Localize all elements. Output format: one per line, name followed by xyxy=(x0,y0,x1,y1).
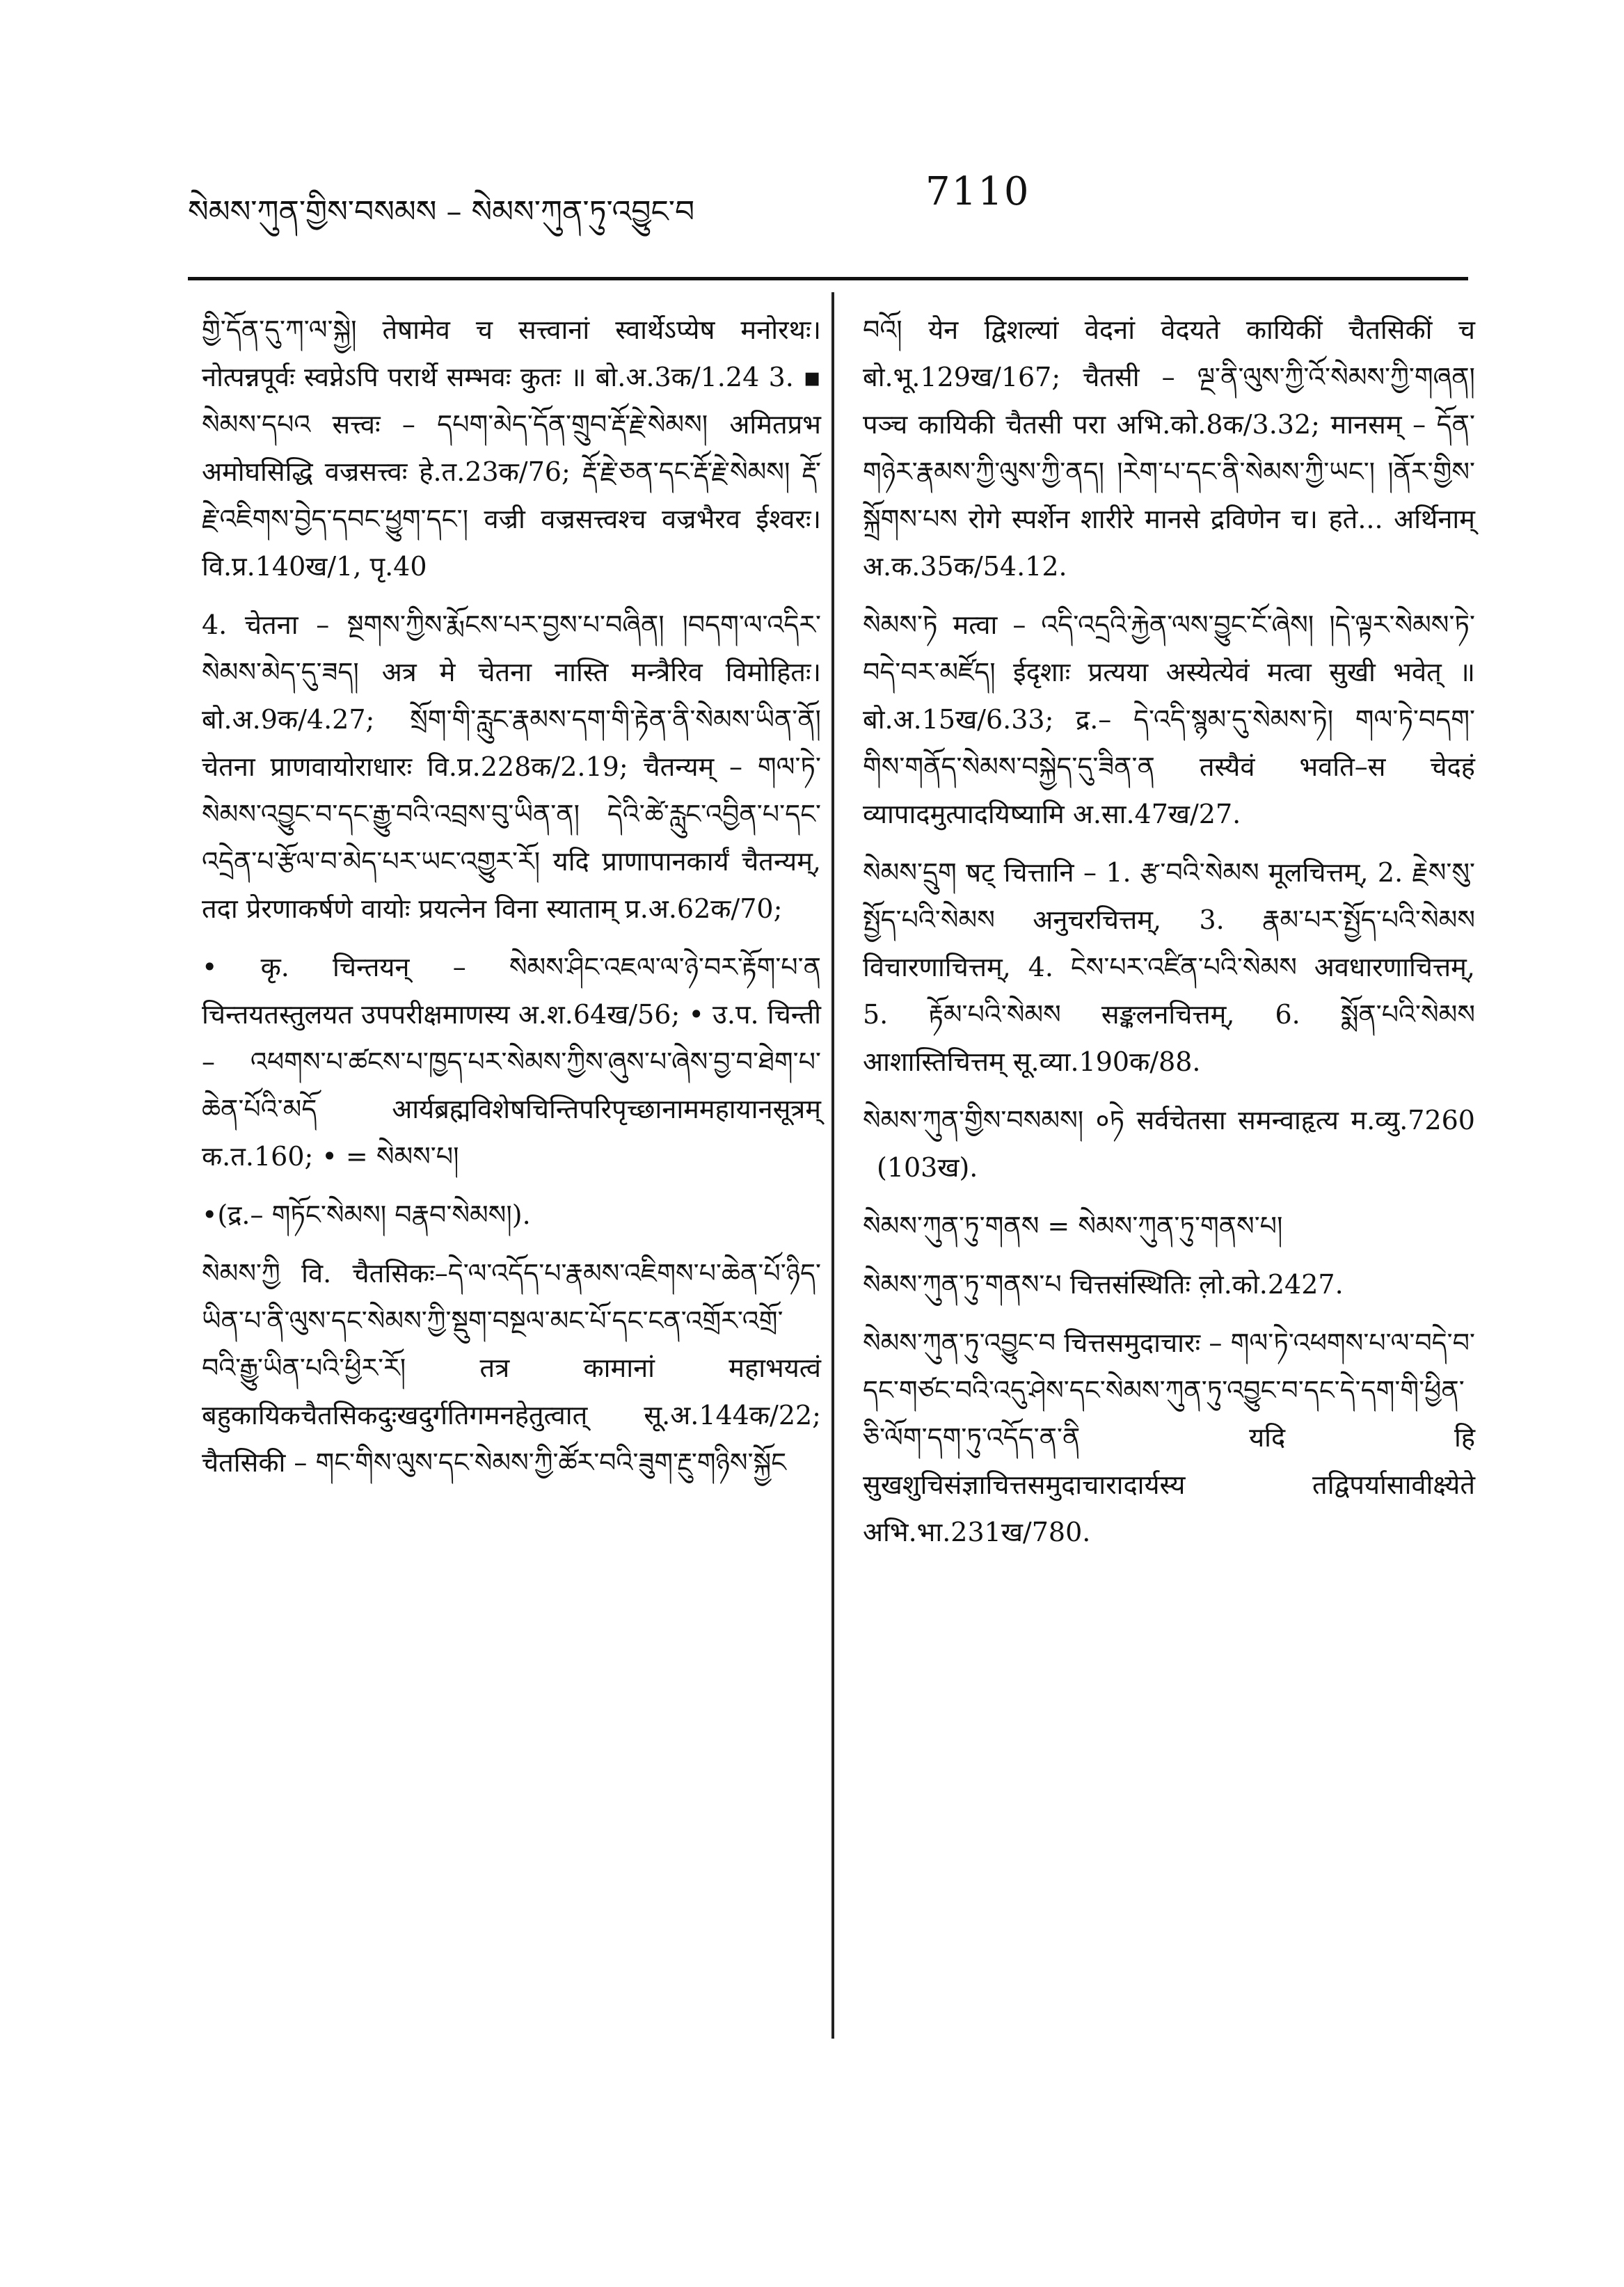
dictionary-entry: སེམས་ཀྱི वि. चैतसिकः–དེ་ལ་འདོད་པ་རྣམས་འཇིགས་པ་ཆེན་པོ་ཉིད་ཡིན་པ་ནི་ལུས་དང་སེམས་ཀྱི་སྡུག་བསྔལ་མང་པོ་དང་ངན་འགྲོར་འགྲོ་བའི་རྒྱུ་ཡིན་པའི་ཕྱིར་རོ། तत्र कामानां महाभयत्वं बहुकायिकचैतसिकदुःखदुर्गतिगमनहेतुत्वात् सू.अ.144क/22; चैतसिकी – གང་གིས་ལུས་དང་སེམས་ཀྱི་ཚོར་བའི་ཟུག་རྔུ་གཉིས་སྐྱོང xyxy=(202,1258,821,1478)
dictionary-entry: •(द्र.– གཏོང་སེམས། བརྣབ་སེམས།). xyxy=(202,1200,531,1230)
dictionary-entry: གྱི་དོན་དུ་ཀ་ལ་སྐྱེ། तेषामेव च सत्त्वानां स्वार्थेऽप्येष मनोरथः। नोत्पन्नपूर्वः स्वप्नेऽपि परार्थे सम्भवः कुतः ॥ बो.अ.3क/1.24 3. ▪ སེམས་དཔའ सत्त्वः – དཔག་མེད་དོན་གྲུབ་རྡོ་རྗེ་སེམས། अमितप्रभ अमोघसिद्धि वज्रसत्त्वः हे.त.23क/76; རྡོ་རྗེ་ཅན་དང་རྡོ་རྗེ་སེམས། རྡོ་རྗེ་འཇིགས་བྱེད་དབང་ཕྱུག་དང་། वज्री वज्रसत्त्वश्च वज्रभैरव ईश्वरः। वि.प्र.140ख/1, पृ.40 xyxy=(202,314,821,582)
dictionary-entry: བའོ། येन द्विशल्यां वेदनां वेदयते कायिकीं चैतसिकीं च बो.भू.129ख/167; चैतसी – ལྔ་ནི་ལུས་ཀྱི་འོ་སེམས་ཀྱི་གཞན། पञ्च कायिकी चैतसी परा अभि.को.8क/3.32; मानसम् – དོན་གཉེར་རྣམས་ཀྱི་ལུས་ཀྱི་ནད། །རེག་པ་དང་ནི་སེམས་ཀྱི་ཡང་། །ནོར་གྱིས་སྐྲོགས་པས रोगे स्पर्शेन शारीरे मानसे द्रविणेन च। हते... अर्थिनाम् अ.क.35क/54.12. xyxy=(863,314,1475,582)
page-header xyxy=(188,164,1385,240)
header-title: སེམས་ཀུན་གྱིས་བསམས – སེམས་ཀུན་ཏུ་འབྱུང་བ xyxy=(188,194,695,230)
headword-entry: སེམས་ཀུན་གྱིས་བསམས། ०ཏེ सर्वचेतसा समन्वाहृत्य म.व्यु.7260 (103ख). xyxy=(863,1105,1475,1183)
dictionary-entry: སེམས་ཏེ मत्वा – འདི་འདྲའི་རྐྱེན་ལས་བྱུང་ངོ་ཞེས། །དེ་ལྟར་སེམས་ཏེ་བདེ་བར་མཛོད། ईदृशाः प्रत्यया अस्येत्येवं मत्वा सुखी भवेत् ॥ बो.अ.15ख/6.33; द्र.– དེ་འདི་སྙམ་དུ་སེམས་ཏེ། གལ་ཏེ་བདག་གིས་གནོད་སེམས་བསྐྱེད་དུ་ཟིན་ན तस्यैवं भवति–स चेदहं व्यापादमुत्पादयिष्यामि अ.सा.47ख/27. xyxy=(863,609,1475,829)
headword-entry: སེམས་ཀུན་ཏུ་གནས = སེམས་ཀུན་ཏུ་གནས་པ། xyxy=(863,1211,1283,1241)
left-column xyxy=(202,306,821,1497)
dictionary-entry: 4. चेतना – སྔགས་ཀྱིས་རྨོངས་པར་བྱས་པ་བཞིན། །བདག་ལ་འདིར་སེམས་མེད་དུ་ཟད། अत्र मे चेतना नास्ति मन्त्रैरिव विमोहितः। बो.अ.9क/4.27; སྲོག་གི་རླུང་རྣམས་དག་གི་རྟེན་ནི་སེམས་ཡིན་ནོ། चेतना प्राणवायोराधारः वि.प्र.228क/2.19; चैतन्यम् – གལ་ཏེ་སེམས་འབྱུང་བ་དང་རྒྱུ་བའི་འབྲས་བུ་ཡིན་ན། དེའི་ཚེ་རླུང་འབྱིན་པ་དང་འདྲེན་པ་རྩོལ་བ་མེད་པར་ཡང་འགྱུར་རོ། यदि प्राणापानकार्यं चैतन्यम्, तदा प्रेरणाकर्षणे वायोः प्रयत्नेन विना स्याताम् प्र.अ.62क/70; xyxy=(202,609,821,924)
right-column xyxy=(863,306,1475,1567)
dictionary-entry: • कृ. चिन्तयन् – སེམས་ཤིང་འཇལ་ལ་ཉེ་བར་རྟོག་པ་ན चिन्तयतस्तुलयत उपपरीक्षमाणस्य अ.श.64ख/56; • उ.प. चिन्ती – འཕགས་པ་ཚངས་པ་ཁྱད་པར་སེམས་ཀྱིས་ཞུས་པ་ཞེས་བྱ་བ་ཐེག་པ་ཆེན་པོའི་མདོ आर्यब्रह्मविशेषचिन्तिपरिपृच्छानाममहायानसूत्रम् क.त.160; • = སེམས་པ། xyxy=(202,952,821,1172)
headword-entry: སེམས་ཀུན་ཏུ་གནས་པ चित्तसंस्थितिः ल़ो.को.2427. xyxy=(863,1269,1344,1300)
page-number: 7110 xyxy=(925,169,1030,214)
headword-entry: སེམས་ཀུན་ཏུ་འབྱུང་བ चित्तसमुदाचारः – གལ་ཏེ་འཕགས་པ་ལ་བདེ་བ་དང་གཙང་བའི་འདུ་ཤེས་དང་སེམས་ཀུན་ཏུ་འབྱུང་བ་དང་དེ་དག་གི་ཕྱིན་ཅི་ལོག་དག་ཏུ་འདོད་ན་ནི यदि हि सुखशुचिसंज्ञाचित्तसमुदाचारादार्यस्य तद्विपर्यासावीक्ष्येते अभि.भा.231ख/780. xyxy=(863,1328,1475,1547)
column-divider xyxy=(831,292,834,2039)
dictionary-entry: སེམས་དྲུག षट् चित्तानि – 1. རྩ་བའི་སེམས मूलचित्तम्, 2. རྗེས་སུ་སྤྱོད་པའི་སེམས अनुचरचित्तम्, 3. རྣམ་པར་སྤྱོད་པའི་སེམས विचारणाचित्तम्, 4. ངེས་པར་འཛིན་པའི་སེམས अवधारणाचित्तम्, 5. རྟོམ་པའི་སེམས सङ्कलनचित्तम्, 6. སྨོན་པའི་སེམས आशास्तिचित्तम् सू.व्या.190क/88. xyxy=(863,857,1475,1077)
header-rule xyxy=(188,277,1468,280)
